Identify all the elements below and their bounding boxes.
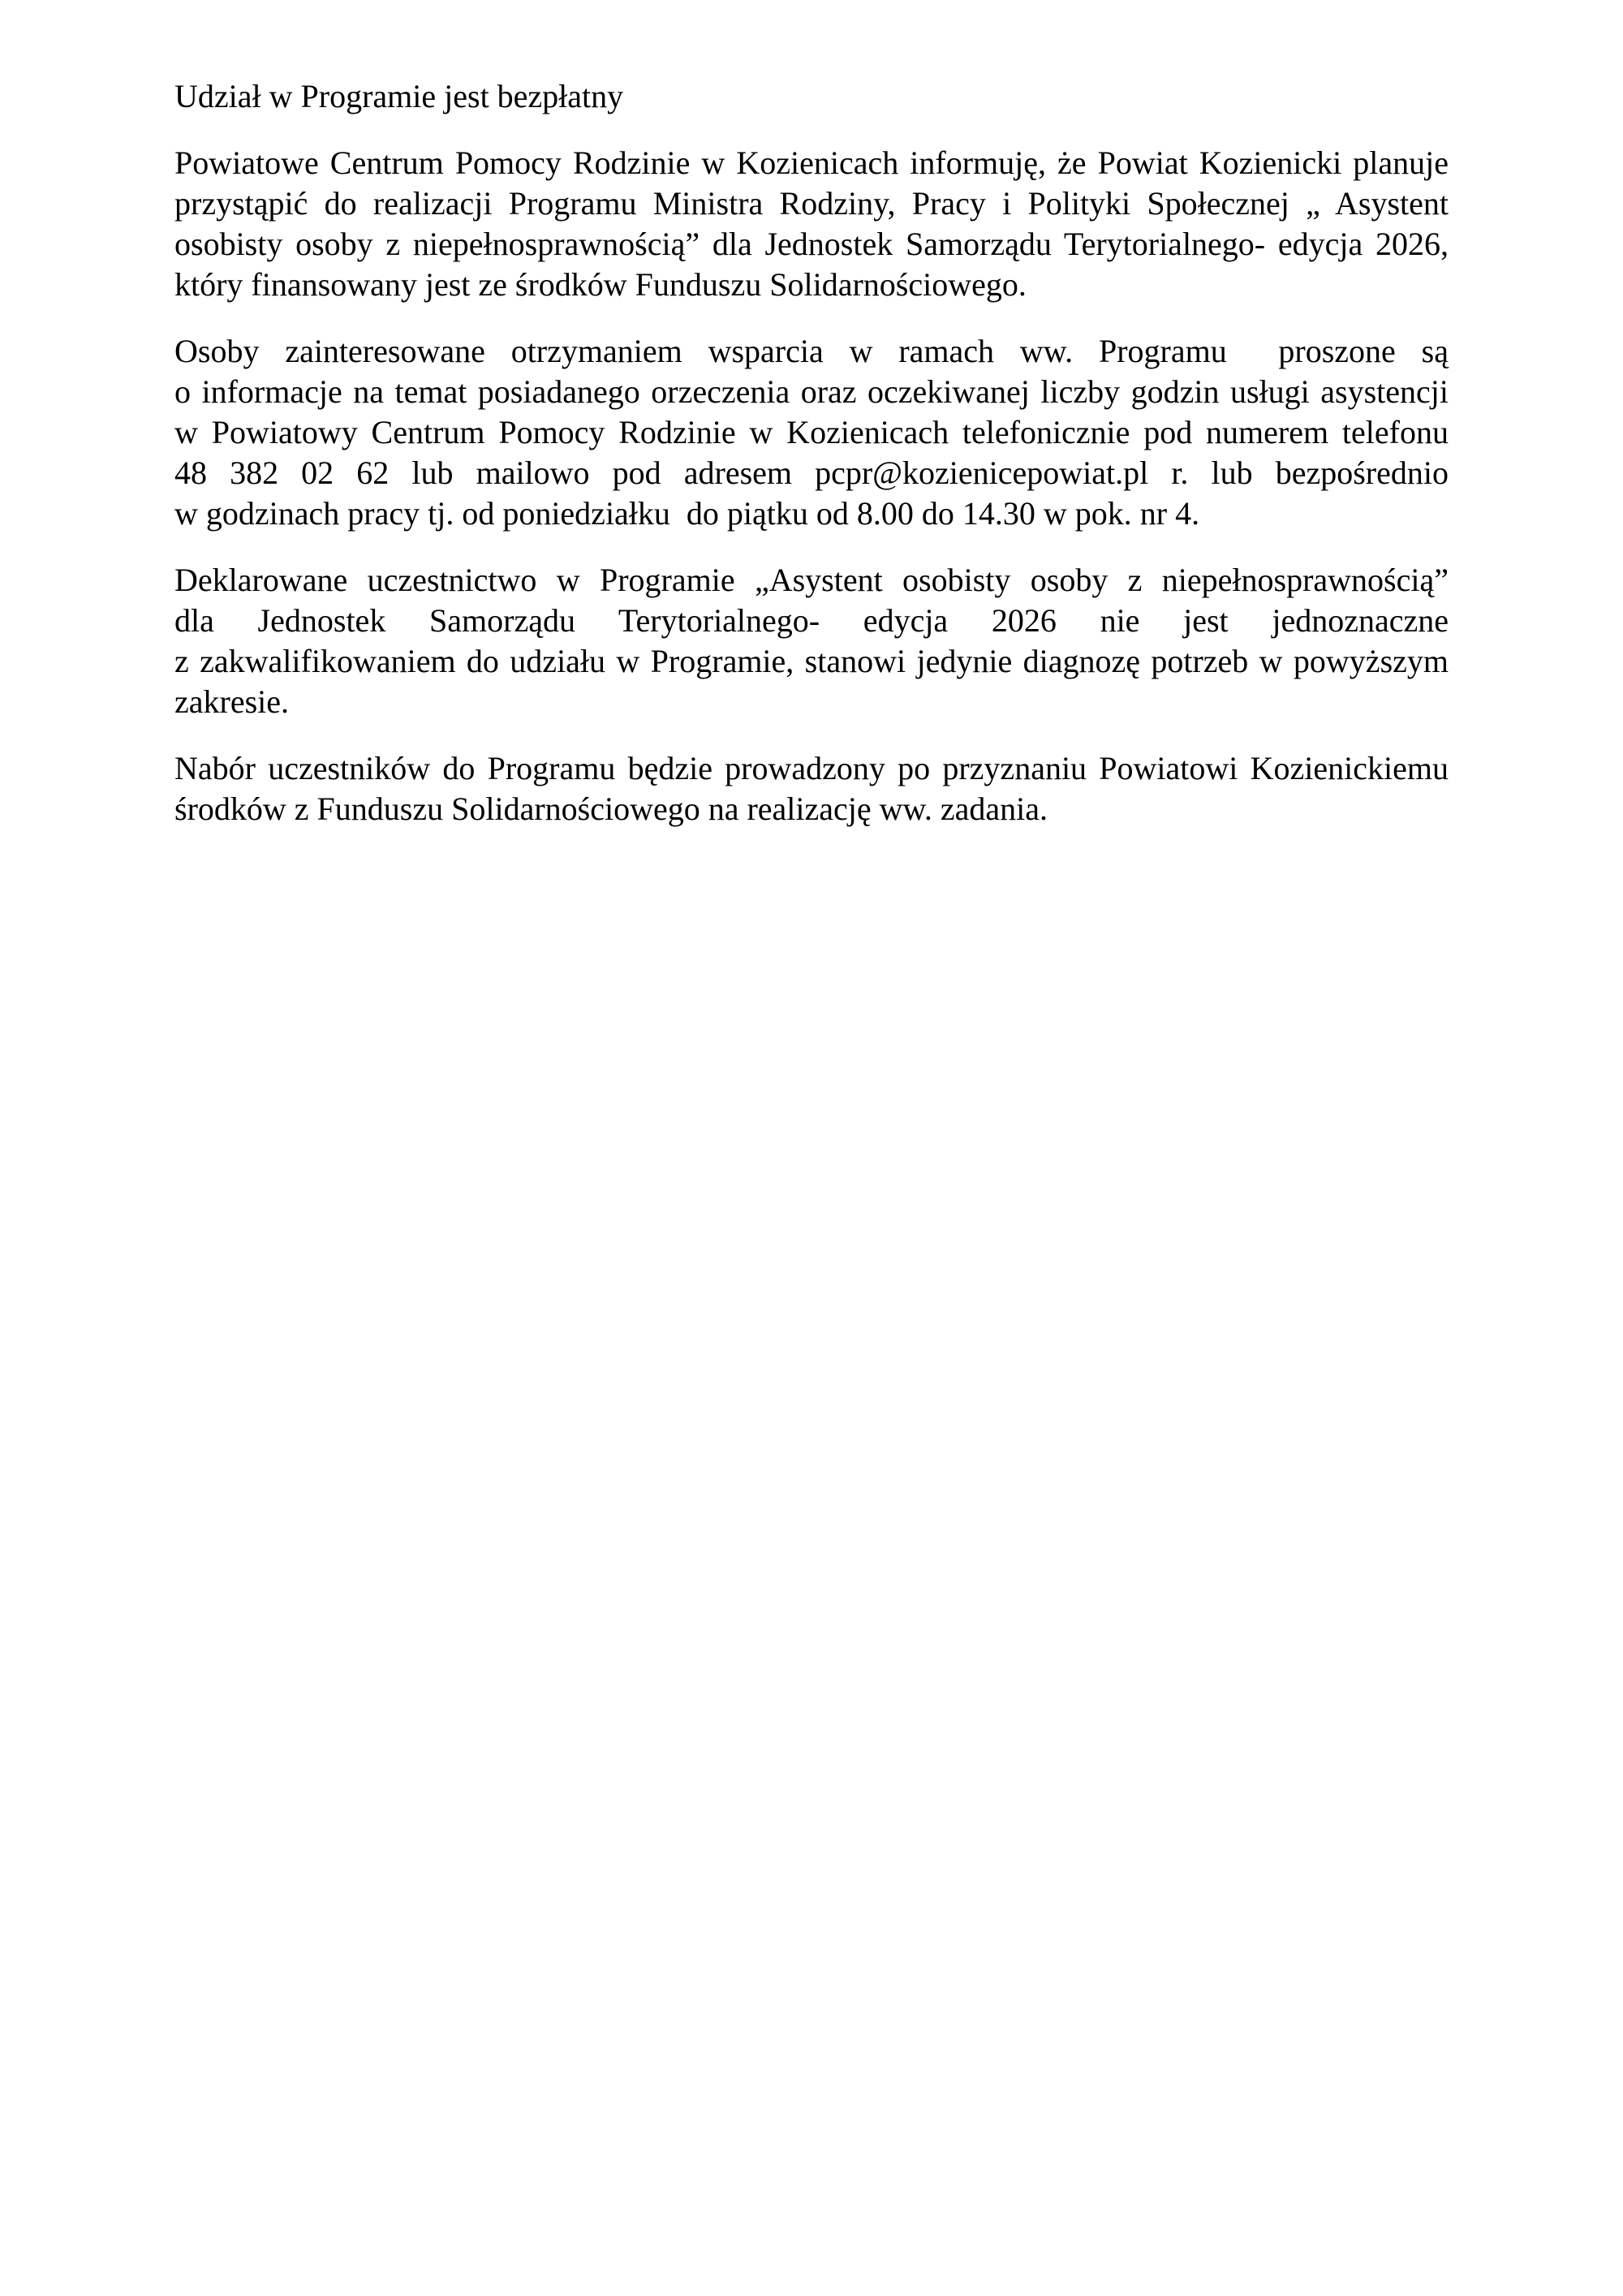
text-line: 48 382 02 62 lub mailowo pod adresem pcpr@kozienicepowiat.pl r. lub bezpośrednio <box>174 454 1449 491</box>
paragraph <box>174 560 1449 722</box>
text-line: zakresie. <box>174 683 290 720</box>
text-line: o informacje na temat posiadanego orzeczenia oraz oczekiwanej liczby godzin usługi asystencji <box>174 373 1449 410</box>
text-line: Udział w Programie jest bezpłatny <box>174 78 624 114</box>
text-line: dla Jednostek Samorządu Terytorialnego- edycja 2026 nie jest jednoznaczne <box>174 602 1449 639</box>
text-line: Osoby zainteresowane otrzymaniem wsparcia w ramach ww. Programu proszone są <box>174 333 1449 369</box>
paragraph <box>174 143 1449 305</box>
text-line: Nabór uczestników do Programu będzie prowadzony po przyznaniu Powiatowi Kozienickiemu <box>174 750 1449 786</box>
text-line: w Powiatowy Centrum Pomocy Rodzinie w Kozienicach telefonicznie pod numerem telefonu <box>174 414 1449 450</box>
text-line: Powiatowe Centrum Pomocy Rodzinie w Kozienicach informuję, że Powiat Kozienicki planuje <box>174 144 1449 181</box>
text-line: w godzinach pracy tj. od poniedziałku do piątku od 8.00 do 14.30 w pok. nr 4. <box>174 495 1200 532</box>
text-line: osobisty osoby z niepełnosprawnością” dla Jednostek Samorządu Terytorialnego- edycja 2026, <box>174 226 1449 262</box>
text-line: z zakwalifikowaniem do udziału w Programie, stanowi jedynie diagnozę potrzeb w powyższym <box>174 643 1449 679</box>
paragraph <box>174 331 1449 534</box>
text-line: przystąpić do realizacji Programu Ministra Rodziny, Pracy i Polityki Społecznej „ Asystent <box>174 185 1449 222</box>
paragraph <box>174 748 1449 829</box>
text-line: który finansowany jest ze środków Funduszu Solidarnościowego. <box>174 266 1027 303</box>
text-line: Deklarowane uczestnictwo w Programie „Asystent osobisty osoby z niepełnosprawnością” <box>174 562 1449 598</box>
paragraph <box>174 76 1449 117</box>
text-line: środków z Funduszu Solidarnościowego na realizację ww. zadania. <box>174 790 1048 827</box>
document-text-block <box>174 76 1449 855</box>
